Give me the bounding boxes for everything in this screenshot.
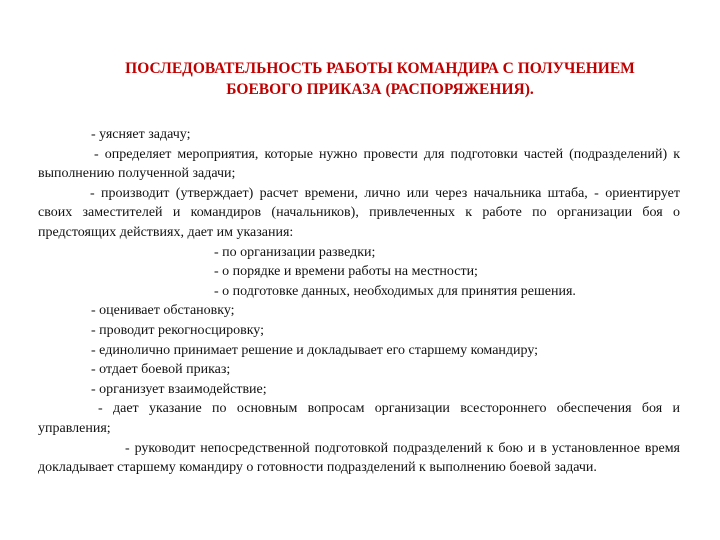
list-item: - оценивает обстановку; [91,303,235,319]
slide-title [40,58,720,100]
list-item: - определяет мероприятия, которые нужно провести для подготовки частей (подразделений) к выполнению полученной задачи; [38,146,680,182]
list-item: - руководит непосредственной подготовкой подразделений к бою и в установленное время докладывает старшему командиру о готовности подразделений к выполнению боевой задачи. [38,440,680,476]
list-item: - единолично принимает решение и докладывает его старшему командиру; [91,342,539,358]
sub-item: - по организации разведки; [214,244,376,260]
title-line-1: ПОСЛЕДОВАТЕЛЬНОСТЬ РАБОТЫ КОМАНДИРА С ПОЛУЧЕНИЕМ [125,60,635,77]
list-item: - дает указание по основным вопросам организации всестороннего обеспечения боя и управления; [38,401,680,436]
title-line-2: БОЕВОГО ПРИКАЗА (РАСПОРЯЖЕНИЯ). [226,81,534,98]
list-item: - уясняет задачу; [91,127,191,142]
body-text [38,125,680,478]
list-item: - отдает боевой приказ; [91,362,231,378]
list-item: - организует взаимодействие; [91,381,267,397]
list-item: - производит (утверждает) расчет времени, лично или через начальника штаба, - ориентирует своих заместителей и командиров (начальников), привлеченных к работе по организации боя о предстоящих действиях, дает им указания: [38,185,680,240]
list-item: - проводит рекогносцировку; [91,322,265,338]
sub-item: - о порядке и времени работы на местности; [214,264,478,280]
sub-item: - о подготовке данных, необходимых для принятия решения. [214,283,576,299]
